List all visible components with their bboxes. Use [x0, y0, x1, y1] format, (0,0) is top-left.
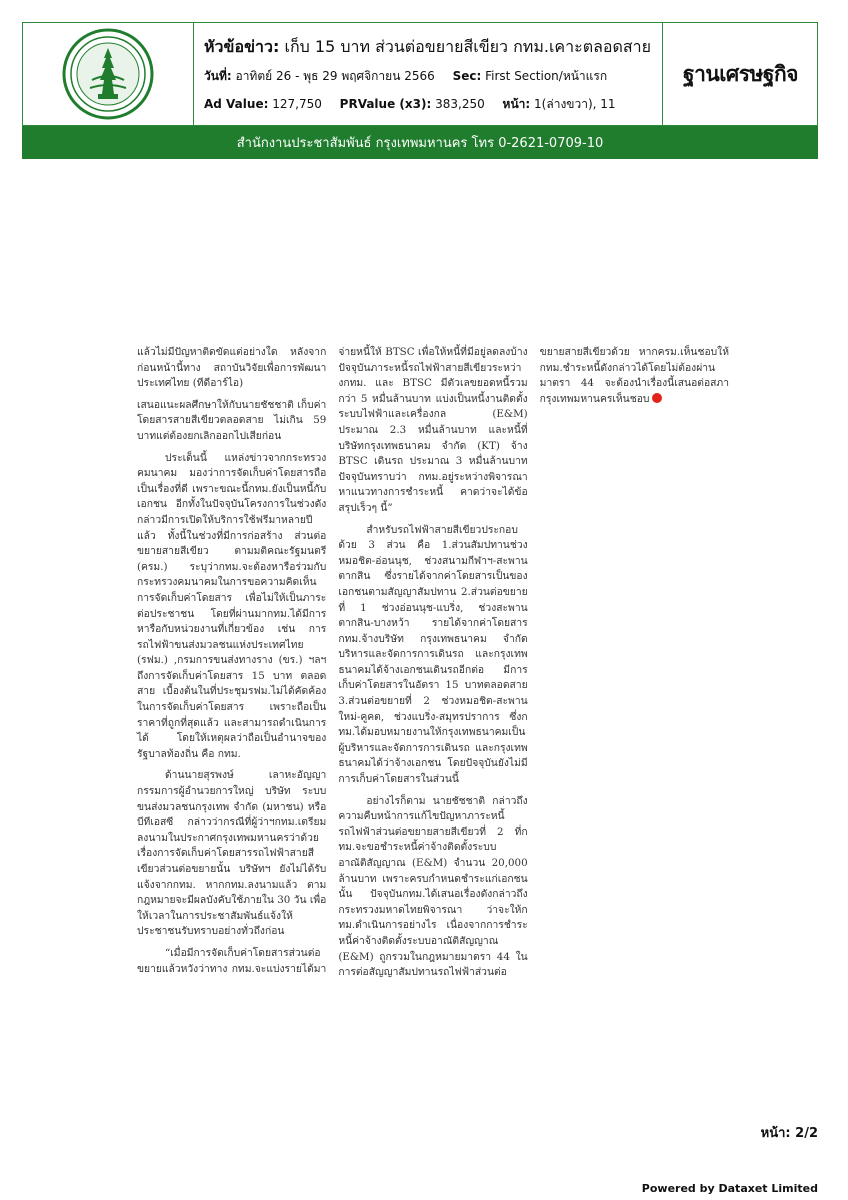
pr-value: 383,250 [435, 97, 485, 111]
article-paragraph: เสนอแนะผลศึกษาให้กับนายชัชชาติ เก็บค่าโดยสารสายสีเขียวตลอดสาย ไม่เกิน 59 บาทแต่ต้องยกเลิกออกไปเสียก่อน [137, 398, 327, 442]
headline-row [204, 35, 651, 60]
ad-value: 127,750 [272, 97, 322, 111]
clipping-header [22, 22, 818, 126]
publication-cell [662, 23, 818, 125]
value-row [204, 95, 616, 114]
page-value: 1(ล่างขวา), 11 [534, 97, 616, 111]
ad-value-label: Ad Value: [204, 97, 269, 111]
headline-label: หัวข้อข่าว: [204, 37, 280, 56]
bma-logo-cell [23, 23, 194, 125]
powered-by: Powered by Dataxet Limited [641, 1182, 818, 1195]
page-number: หน้า: 2/2 [760, 1126, 818, 1141]
article-body [137, 345, 729, 985]
office-bar-text: สำนักงานประชาสัมพันธ์ กรุงเทพมหานคร โทร 0-2621-0709-10 [236, 136, 604, 151]
section-value: First Section/หน้าแรก [485, 69, 608, 83]
bma-seal-icon [62, 28, 154, 120]
page-label: หน้า: [502, 97, 531, 111]
headline-text: เก็บ 15 บาท ส่วนต่อขยายสีเขียว กทม.เคาะตลอดสาย [284, 37, 652, 56]
date-value: อาทิตย์ 26 - พุธ 29 พฤศจิกายน 2566 [235, 69, 435, 83]
section-label: Sec: [452, 69, 482, 83]
article-paragraph: ด้านนายสุรพงษ์ เลาหะอัญญา กรรมการผู้อำนวยการใหญ่ บริษัท ระบบขนส่งมวลชนกรุงเทพ จำกัด (มหาชน) หรือบีทีเอสซี กล่าวว่ากรณีที่ผู้ว่าฯกทม.เตรียมลงนามในประกาศกรุงเทพมหานครว่าด้วยเรื่องการจัดเก็บค่าโดยสารรถไฟฟ้าสายสีเขียวส่วนต่อขยายนั้น บริษัทฯ ยังไม่ได้รับแจ้งจากกทม. หากกทม.ลงนามแล้ว ตามกฎหมายจะมีผลบังคับใช้ภายใน 30 วัน เพื่อให้เวลาในการประชาสัมพันธ์แจ้งให้ประชาชนรับทราบอย่างทั่วถึงก่อน [137, 769, 327, 938]
article-paragraph: แล้วไม่มีปัญหาติดขัดแต่อย่างใด หลังจากก่อนหน้านี้ทาง สถาบันวิจัยเพื่อการพัฒนาประเทศไทย (ทีดีอาร์ไอ) [137, 346, 327, 390]
article-paragraph: อย่างไรก็ตาม นายชัชชาติ กล่าวถึงความคืบหน้าการแก้ไขปัญหาภาระหนี้รถไฟฟ้าส่วนต่อขยายสายสีเขียวที่ 2 ที่กทม.จะขอชำระหนี้ค่าจ้างติดตั้งระบบอาณัติสัญญาณ (E&M) จำนวน 20,000 ล้านบาท เพราะครบกำหนดชำระแก่เอกชนนั้น ปัจจุบันกทม.ได้เสนอเรื่องดังกล่าวถึงกระทรวงมหาดไทยพิจารณา ว่าจะให้กทม.ดำเนินการอย่างไร เนื่องจากการชำระหนี้ค่าจ้างติดตั้งระบบอาณัติสัญญาณ (E&M) ถูกรวมในกฎหมายมาตรา 44 ในการต่อสัญญาสัมปทานรถไฟฟ้าส่วนต่อขยายสายสีเขียวด้วย หากครม.เห็นชอบให้กทม.ชำระหนี้ดังกล่าวได้โดยไม่ต้องผ่านมาตรา 44 จะต้องนำเรื่องนี้เสนอต่อสภากรุงเทพมหานครเห็นชอบ [338, 346, 729, 979]
article-paragraph: “เมื่อมีการจัดเก็บค่าโดยสารส่วนต่อขยายแล้วหวังว่าทาง กทม.จะแบ่งรายได้มาจ่ายหนี้ให้ BTSC เพื่อให้หนี้ที่มีอยู่ลดลงบ้าง ปัจจุบันภาระหนี้รถไฟฟ้าสายสีเขียวระหว่างกทม. และ BTSC มีตัวเลขยอดหนี้รวมกว่า 5 หมื่นล้านบาท แบ่งเป็นหนี้งานติดตั้งระบบไฟฟ้าและเครื่องกล (E&M) ประมาณ 2.3 หมื่นล้านบาท และหนี้ที่บริษัทกรุงเทพธนาคม จำกัด (KT) จ้าง BTSC เดินรถ ประมาณ 3 หมื่นล้านบาท ปัจจุบันทราบว่า กทม.อยู่ระหว่างพิจารณาหาแนวทางการชำระหนี้ คาดว่าจะได้ข้อสรุปเร็วๆ นี้” [137, 346, 528, 975]
office-bar [22, 126, 818, 159]
article-paragraph: สำหรับรถไฟฟ้าสายสีเขียวประกอบด้วย 3 ส่วน คือ 1.ส่วนสัมปทานช่วงหมอชิต-อ่อนนุช, ช่วงสนามกีฬาฯ-สะพานตากสิน ซึ่งรายได้จากค่าโดยสารเป็นของเอกชนตามสัญญาสัมปทาน 2.ส่วนต่อขยายที่ 1 ช่วงอ่อนนุช-แบริ่ง, ช่วงสะพานตากสิน-บางหว้า รายได้จากค่าโดยสาร กทม.จ้างบริษัท กรุงเทพธนาคม จำกัด บริหารและจัดการการเดินรถ และกรุงเทพธนาคมได้จ้างเอกชนเดินรถอีกต่อ มีการเก็บค่าโดยสารในอัตรา 15 บาทตลอดสาย 3.ส่วนต่อขยายที่ 2 ช่วงหมอชิต-สะพานใหม่-คูคต, ช่วงแบริ่ง-สมุทรปราการ ซึ่งกทม.ได้มอบหมายงานให้กรุงเทพธนาคมเป็นผู้บริหารและจัดการการเดินรถ และกรุงเทพธนาคมได้ว่าจ้างเอกชน โดยปัจจุบันยังไม่มีการเก็บค่าโดยสารในส่วนนี้ [338, 523, 528, 786]
date-row [204, 67, 607, 86]
article-paragraph: ประเด็นนี้ แหล่งข่าวจากกระทรวงคมนาคม มองว่าการจัดเก็บค่าโดยสารถือเป็นเรื่องที่ดี เพราะขณะนี้กทม.ยังเป็นหนี้กับเอกชน อีกทั้งในปัจจุบันโครงการในช่วงดังกล่าวมีการเปิดให้บริการใช้ฟรีมาหลายปีแล้ว ทั้งนี้ในช่วงที่มีการก่อสร้าง ส่วนต่อขยายสายสีเขียว ตามมติคณะรัฐมนตรี (ครม.) ระบุว่ากทม.จะต้องหารือร่วมกับกระทรวงคมนาคมในการขอความคิดเห็นการจัดเก็บค่าโดยสาร เพื่อไม่ให้เป็นภาระต่อประชาชน โดยที่ผ่านมากทม.ได้มีการหารือกับหน่วยงานที่เกี่ยวข้อง เช่น การรถไฟฟ้าขนส่งมวลชนแห่งประเทศไทย (รฟม.) ,กรมการขนส่งทางราง (ขร.) ฯลฯ ถึงการจัดเก็บค่าโดยสาร 15 บาท ตลอดสาย เบื้องต้นในที่ประชุมรฟม.ไม่ได้คัดค้องในการจัดเก็บค่าโดยสาร เพราะถือเป็นราคาที่ถูกที่สุดแล้ว และสามารถดำเนินการได้ โดยให้เหตุผลว่าถือเป็นอำนาจของรัฐบาลท้องถิ่น คือ กทม. [137, 451, 327, 760]
pr-value-label: PRValue (x3): [339, 97, 432, 111]
end-mark-icon [652, 393, 662, 403]
date-label: วันที่: [204, 69, 232, 83]
clipping-info [194, 23, 662, 125]
publication-logo: ฐานเศรษฐกิจ [683, 61, 798, 86]
